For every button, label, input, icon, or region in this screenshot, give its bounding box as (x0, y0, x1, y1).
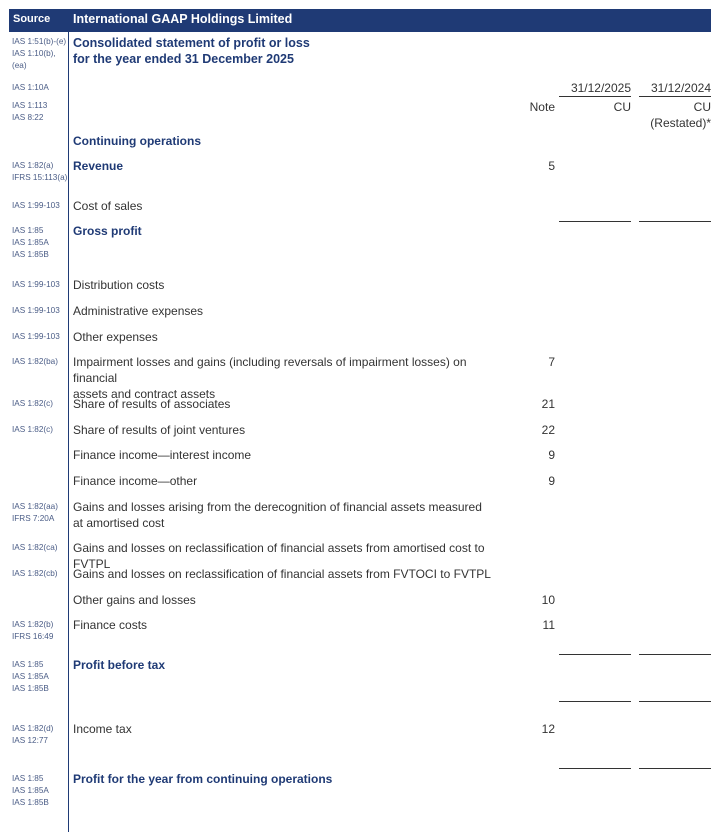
line-item-text: Finance income—interest income (73, 448, 252, 462)
total-rule (559, 654, 631, 655)
row-source-refs (12, 773, 68, 809)
source-ref: (ea) (12, 61, 27, 70)
row-source-refs (12, 225, 68, 261)
column-unit-2024: CU (693, 100, 711, 114)
note-column-header: Note (529, 100, 555, 114)
source-ref: IAS 1:82(a) (12, 161, 54, 170)
source-ref: IAS 1:10A (12, 83, 49, 92)
total-rule (559, 701, 631, 702)
source-ref: IAS 1:51(b)-(e) (12, 37, 67, 46)
source-ref: IAS 1:85 (12, 226, 44, 235)
line-item-text: Finance costs (73, 618, 148, 632)
line-item-text: Gross profit (73, 224, 142, 238)
source-ref: IAS 1:85A (12, 672, 49, 681)
source-ref: IAS 1:85B (12, 250, 49, 259)
source-ref: IAS 1:82(b) (12, 620, 54, 629)
line-item-text-continued: assets and contract assets (73, 387, 216, 401)
line-item-text: Distribution costs (73, 278, 165, 292)
line-item-label (73, 592, 503, 608)
line-item-text: Administrative expenses (73, 304, 204, 318)
source-ref: IAS 1:82(ca) (12, 543, 58, 552)
header-bar (9, 9, 711, 32)
row-source-refs (12, 356, 68, 368)
statement-title-line1: Consolidated statement of profit or loss (73, 36, 310, 50)
line-item-label (73, 223, 503, 239)
line-item-note: 12 (541, 722, 555, 736)
line-item-text: Cost of sales (73, 199, 143, 213)
column-rule (559, 96, 631, 97)
line-item-text: Gains and losses on reclassification of financial assets from amortised cost to FVTPL (73, 541, 485, 571)
line-item-label (73, 158, 503, 174)
line-item-text: Revenue (73, 159, 124, 173)
row-source-refs (12, 568, 68, 580)
line-item-label (73, 422, 503, 438)
restated-label: (Restated)* (650, 116, 711, 130)
row-source-refs (12, 542, 68, 554)
statement-title-line2: for the year ended 31 December 2025 (73, 52, 294, 66)
column-date-2025: 31/12/2025 (570, 81, 631, 95)
column-date-2024: 31/12/2024 (650, 81, 711, 95)
line-item-label (73, 657, 503, 673)
line-item-text: Profit for the year from continuing operations (73, 772, 333, 786)
line-item-label (73, 277, 503, 293)
total-rule (639, 654, 711, 655)
source-ref: IAS 1:82(cb) (12, 569, 58, 578)
total-rule (639, 701, 711, 702)
line-item-text: Impairment losses and gains (including reversals of impairment losses) on financial (73, 355, 467, 385)
line-item-label (73, 721, 503, 737)
total-rule (559, 221, 631, 222)
line-item-note: 11 (542, 618, 555, 632)
source-ref: IAS 1:82(ba) (12, 357, 58, 366)
unit-source-refs (12, 100, 68, 124)
line-item-note: 22 (541, 423, 555, 437)
row-source-refs (12, 305, 68, 317)
source-ref: IAS 1:99-103 (12, 306, 60, 315)
total-rule (559, 768, 631, 769)
total-rule (639, 221, 711, 222)
row-source-refs (12, 331, 68, 343)
source-ref: IAS 1:82(c) (12, 425, 53, 434)
source-ref: IAS 1:99-103 (12, 201, 60, 210)
source-ref: IFRS 16:49 (12, 632, 54, 641)
row-source-refs (12, 200, 68, 212)
source-ref: IAS 1:85B (12, 798, 49, 807)
line-item-text: Finance income—other (73, 474, 198, 488)
line-item-label (73, 617, 503, 633)
source-ref: IAS 1:82(d) (12, 724, 54, 733)
line-item-label (73, 771, 503, 787)
line-item-label (73, 303, 503, 319)
line-item-text: Gains and losses on reclassification of financial assets from FVTOCI to FVTPL (73, 567, 491, 581)
row-source-refs (12, 619, 68, 643)
source-ref: IAS 1:113 (12, 101, 48, 110)
row-source-refs (12, 659, 68, 695)
column-unit-2025: CU (613, 100, 631, 114)
line-item-text: Share of results of associates (73, 397, 231, 411)
line-item-text: Share of results of joint ventures (73, 423, 246, 437)
header-source-label: Source (13, 13, 51, 25)
line-item-label (73, 499, 503, 531)
line-item-text: Profit before tax (73, 658, 166, 672)
source-ref: IAS 12:77 (12, 736, 48, 745)
line-item-note: 9 (548, 448, 555, 462)
line-item-text: Gains and losses arising from the derecognition of financial assets measured (73, 500, 482, 514)
line-item-text-continued: at amortised cost (73, 516, 165, 530)
line-item-text: Other gains and losses (73, 593, 196, 607)
line-item-text: Income tax (73, 722, 132, 736)
row-source-refs (12, 501, 68, 525)
column-rule (639, 96, 711, 97)
source-divider (68, 32, 69, 832)
line-item-note: 7 (548, 355, 555, 369)
source-ref: IAS 1:85 (12, 774, 44, 783)
section-heading: Continuing operations (73, 134, 201, 148)
line-item-note: 5 (548, 159, 555, 173)
total-rule (639, 768, 711, 769)
statement-title (73, 35, 310, 67)
source-ref: IAS 1:10(b), (12, 49, 56, 58)
line-item-note: 21 (541, 397, 555, 411)
line-item-text: Other expenses (73, 330, 158, 344)
source-ref: IAS 8:22 (12, 113, 44, 122)
row-source-refs (12, 723, 68, 747)
source-ref: IFRS 7:20A (12, 514, 55, 523)
source-ref: IAS 1:82(c) (12, 399, 53, 408)
source-ref: IAS 1:85A (12, 786, 49, 795)
line-item-label (73, 198, 503, 214)
source-ref: IAS 1:99-103 (12, 332, 60, 341)
source-ref: IAS 1:85 (12, 660, 44, 669)
source-ref: IAS 1:85A (12, 238, 49, 247)
row-source-refs (12, 424, 68, 436)
row-source-refs (12, 279, 68, 291)
row-source-refs (12, 398, 68, 410)
source-ref: IAS 1:85B (12, 684, 49, 693)
line-item-label (73, 354, 503, 402)
row-source-refs (12, 160, 68, 184)
header-company-name: International GAAP Holdings Limited (73, 12, 293, 26)
source-ref: IAS 1:99-103 (12, 280, 60, 289)
line-item-label (73, 447, 503, 463)
line-item-note: 9 (548, 474, 555, 488)
source-ref: IAS 1:82(aa) (12, 502, 58, 511)
line-item-label (73, 473, 503, 489)
date-source-ref (12, 82, 68, 94)
line-item-label (73, 566, 503, 582)
line-item-label (73, 396, 503, 412)
title-source-refs (12, 36, 68, 72)
line-item-label (73, 329, 503, 345)
source-ref: IFRS 15:113(a) (12, 173, 68, 182)
line-item-note: 10 (541, 593, 555, 607)
